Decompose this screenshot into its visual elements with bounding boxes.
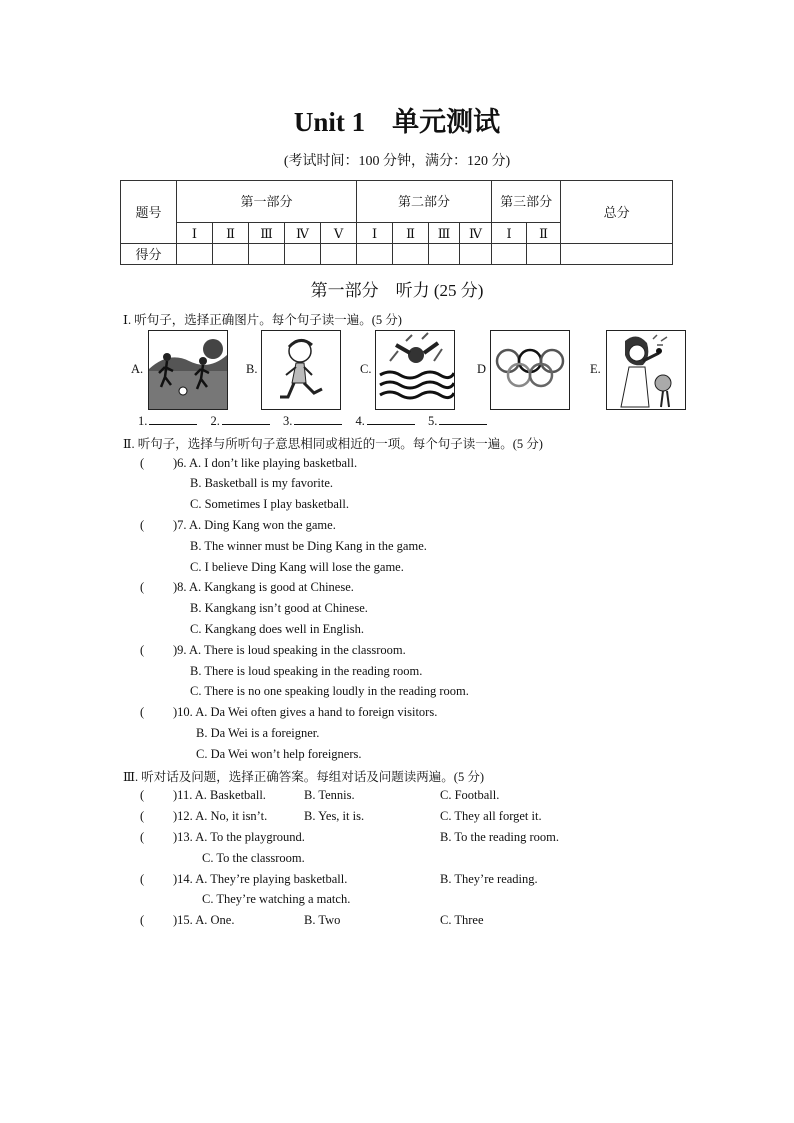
option-c: C. They all forget it.	[440, 809, 542, 823]
answer-bracket[interactable]: (	[140, 580, 145, 594]
picture-label: E.	[590, 362, 601, 376]
score-cell[interactable]	[213, 244, 249, 265]
page-title: Unit 1 单元测试	[293, 107, 501, 137]
answer-bracket[interactable]: (	[140, 788, 145, 802]
score-cell[interactable]	[177, 244, 213, 265]
total-score-cell[interactable]	[561, 244, 673, 265]
col-header: Ⅳ	[460, 223, 492, 244]
option-c: C. Da Wei won’t help foreigners.	[196, 747, 362, 761]
answer-bracket[interactable]: (	[140, 456, 145, 470]
answer-bracket[interactable]: (	[140, 518, 145, 532]
question-14: )14. A. They’re playing basketball.	[173, 872, 348, 886]
part3-header: 第三部分	[492, 181, 561, 223]
olympic-rings-picture	[490, 330, 570, 410]
option-b: B. The winner must be Ding Kang in the game.	[190, 539, 427, 553]
score-cell[interactable]	[285, 244, 321, 265]
col-header: Ⅲ	[429, 223, 460, 244]
picture-label: D	[477, 362, 487, 376]
running-boy-picture	[261, 330, 341, 410]
option-c: C. They’re watching a match.	[202, 892, 351, 906]
option-b: B. Basketball is my favorite.	[190, 476, 334, 490]
answer-bracket[interactable]: (	[140, 830, 145, 844]
soccer-kids-picture	[148, 330, 228, 410]
answer-bracket[interactable]: (	[140, 643, 145, 657]
col-header: Ⅴ	[321, 223, 357, 244]
picture-label: A.	[131, 362, 144, 376]
option-c: C. Football.	[440, 788, 500, 802]
picture-label: C.	[360, 362, 372, 376]
score-cell[interactable]	[460, 244, 492, 265]
question-11: )11. A. Basketball.	[173, 788, 266, 802]
option-c: C. Kangkang does well in English.	[190, 622, 364, 636]
section2-heading: Ⅱ. 听句子，选择与所听句子意思相同或相近的一项。每个句子读一遍。(5 分)	[123, 437, 543, 451]
option-b: B. To the reading room.	[440, 830, 560, 844]
picture-label: B.	[246, 362, 258, 376]
score-table	[120, 180, 673, 265]
col-header: Ⅱ	[213, 223, 249, 244]
option-c: C. I believe Ding Kang will lose the game.	[190, 560, 404, 574]
answer-blanks	[138, 414, 497, 429]
blank-2[interactable]: 2.	[211, 414, 270, 428]
option-c: C. Three	[440, 913, 484, 927]
col-header: Ⅳ	[285, 223, 321, 244]
swimmer-picture	[375, 330, 455, 410]
question-8: )8. A. Kangkang is good at Chinese.	[173, 580, 354, 594]
answer-bracket[interactable]: (	[140, 705, 145, 719]
option-b: B. Da Wei is a foreigner.	[196, 726, 320, 740]
option-b: B. There is loud speaking in the reading room.	[190, 664, 423, 678]
col-header: Ⅰ	[357, 223, 393, 244]
blank-5[interactable]: 5.	[428, 414, 487, 428]
score-cell[interactable]	[429, 244, 460, 265]
option-b: B. Kangkang isn’t good at Chinese.	[190, 601, 368, 615]
score-cell[interactable]	[393, 244, 429, 265]
singer-picture	[606, 330, 686, 410]
part1-header: 第一部分	[177, 181, 357, 223]
question-12: )12. A. No, it isn’t.	[173, 809, 268, 823]
row-label-score: 得分	[121, 244, 177, 265]
question-13: )13. A. To the playground.	[173, 830, 305, 844]
question-9: )9. A. There is loud speaking in the classroom.	[173, 643, 406, 657]
exam-info: (考试时间：100 分钟，满分：120 分)	[283, 154, 511, 169]
option-c: C. Sometimes I play basketball.	[190, 497, 350, 511]
blank-1[interactable]: 1.	[138, 414, 197, 428]
col-header: Ⅲ	[249, 223, 285, 244]
score-cell[interactable]	[321, 244, 357, 265]
total-header: 总分	[561, 181, 673, 244]
col-header: Ⅱ	[527, 223, 561, 244]
question-6: )6. A. I don’t like playing basketball.	[173, 456, 358, 470]
answer-bracket[interactable]: (	[140, 809, 145, 823]
option-b: B. Tennis.	[304, 788, 355, 802]
score-cell[interactable]	[357, 244, 393, 265]
section3-heading: Ⅲ. 听对话及问题，选择正确答案。每组对话及问题读两遍。(5 分)	[123, 770, 485, 784]
question-7: )7. A. Ding Kang won the game.	[173, 518, 336, 532]
score-cell[interactable]	[527, 244, 561, 265]
option-c: C. To the classroom.	[202, 851, 305, 865]
col-header: Ⅰ	[492, 223, 527, 244]
part2-header: 第二部分	[357, 181, 492, 223]
question-15: )15. A. One.	[173, 913, 235, 927]
score-cell[interactable]	[492, 244, 527, 265]
option-b: B. Two	[304, 913, 341, 927]
question-10: )10. A. Da Wei often gives a hand to foreign visitors.	[173, 705, 438, 719]
col-header: Ⅱ	[393, 223, 429, 244]
blank-3[interactable]: 3.	[283, 414, 342, 428]
col-header: Ⅰ	[177, 223, 213, 244]
answer-bracket[interactable]: (	[140, 913, 145, 927]
option-b: B. Yes, it is.	[304, 809, 365, 823]
row-label-item: 题号	[121, 181, 177, 244]
section1-heading: Ⅰ. 听句子，选择正确图片。每个句子读一遍。(5 分)	[123, 313, 402, 327]
answer-bracket[interactable]: (	[140, 872, 145, 886]
score-cell[interactable]	[249, 244, 285, 265]
blank-4[interactable]: 4.	[356, 414, 415, 428]
option-c: C. There is no one speaking loudly in the reading room.	[190, 684, 469, 698]
part-one-title: 第一部分 听力 (25 分)	[310, 281, 484, 300]
option-b: B. They’re reading.	[440, 872, 538, 886]
